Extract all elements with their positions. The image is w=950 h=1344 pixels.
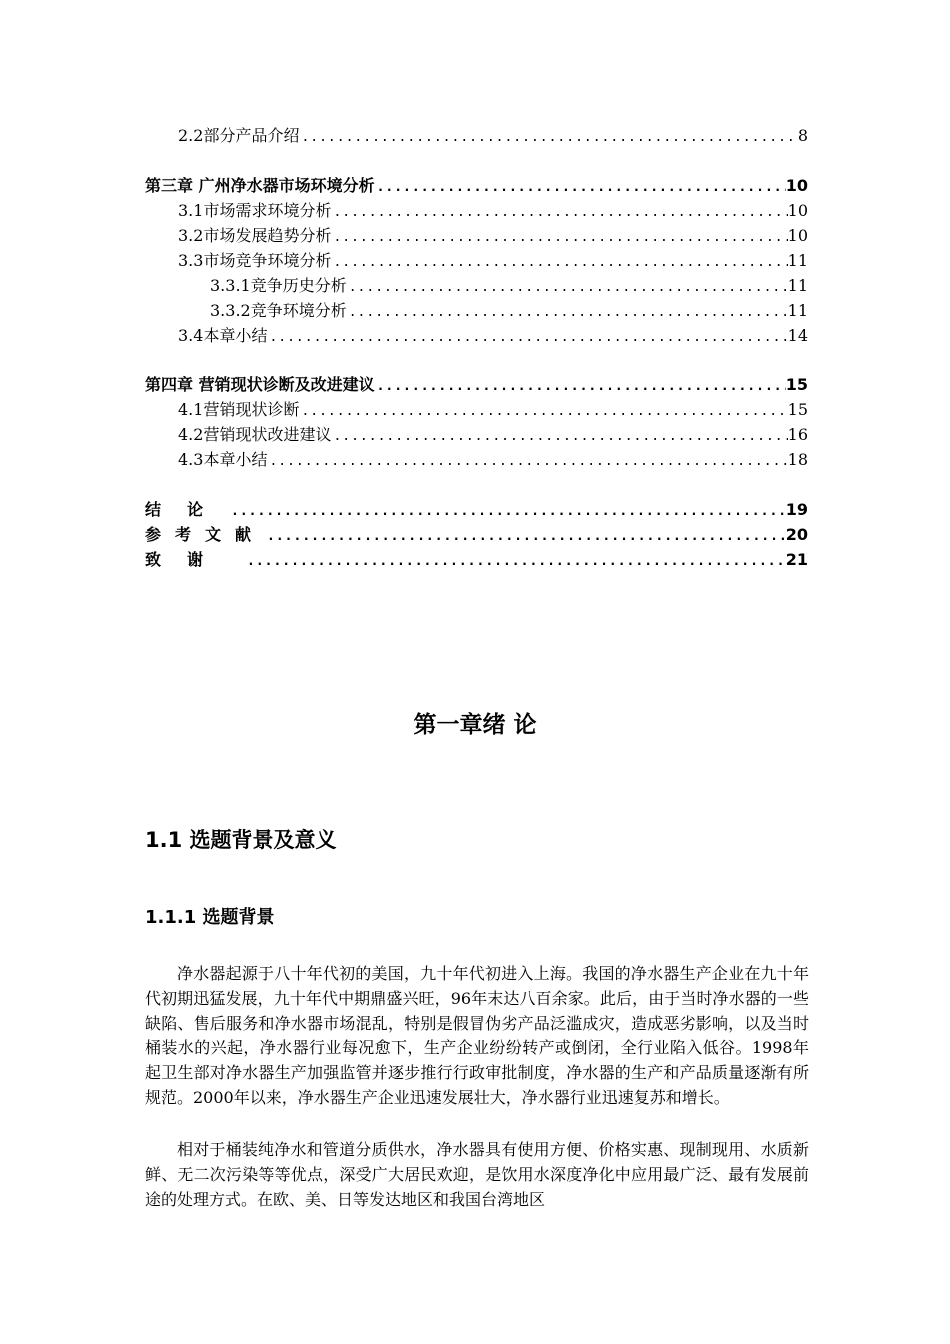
toc-entry-label: 2.2部分产品介绍	[178, 126, 300, 145]
toc-conclusion-label: 结论	[145, 500, 230, 519]
toc-entry-4-2[interactable]	[178, 423, 808, 447]
toc-chapter-3[interactable]	[145, 174, 808, 198]
toc-entry-3-2[interactable]	[178, 224, 808, 248]
toc-entry-label: 3.1市场需求环境分析	[178, 201, 332, 220]
toc-leader-dots	[265, 525, 786, 547]
body-paragraph: 相对于桶装纯净水和管道分质供水，净水器具有使用方便、价格实惠、现制现用、水质新鲜、无二次污染等等优点，深受广大居民欢迎，是饮用水深度净化中应用最广泛、最有发展前途的处理方式。在欧、美、日等发达地区和我国台湾地区	[145, 1140, 809, 1209]
toc-entry-label: 4.3本章小结	[178, 450, 268, 469]
toc-entry-4-1[interactable]	[178, 398, 808, 422]
toc-leader-dots	[245, 550, 786, 572]
toc-entry-page: 18	[787, 450, 808, 469]
toc-entry-label: 4.1营销现状诊断	[178, 400, 300, 419]
toc-chapter-label: 第三章 广州净水器市场环境分析	[145, 176, 375, 195]
toc-references-page: 20	[785, 525, 808, 544]
toc-entry-2-2[interactable]	[178, 124, 808, 148]
toc-entry-page: 10	[787, 201, 808, 220]
toc-entry-3-3-1[interactable]	[210, 274, 808, 298]
toc-leader-dots	[331, 201, 787, 223]
toc-leader-dots	[331, 251, 787, 273]
toc-entry-label: 3.2市场发展趋势分析	[178, 226, 332, 245]
toc-leader-dots	[299, 126, 797, 148]
toc-leader-dots	[299, 400, 787, 422]
toc-entry-page: 11	[787, 276, 808, 295]
toc-leader-dots	[347, 301, 788, 323]
toc-entry-page: 10	[787, 226, 808, 245]
body-paragraph: 净水器起源于八十年代初的美国，九十年代初进入上海。我国的净水器生产企业在九十年代初期迅猛发展，九十年代中期鼎盛兴旺，96年末达八百余家。此后，由于当时净水器的一些缺陷、售后服务和净水器市场混乱，特别是假冒伪劣产品泛滥成灾，造成恶劣影响，以及当时桶装水的兴起，净水器行业每况愈下，生产企业纷纷转产或倒闭，全行业陷入低谷。1998年起卫生部对净水器生产加强监管并逐步推行行政审批制度，净水器的生产和产品质量逐渐有所规范。2000年以来，净水器生产企业迅速发展壮大，净水器行业迅速复苏和增长。	[145, 964, 809, 1107]
subsection-title: 1.1.1 选题背景	[145, 907, 275, 928]
toc-leader-dots	[331, 425, 787, 447]
toc-leader-dots	[347, 276, 788, 298]
toc-entry-label: 3.3.2竞争环境分析	[210, 301, 347, 320]
toc-thanks-page: 21	[785, 550, 808, 569]
toc-entry-3-3[interactable]	[178, 249, 808, 273]
chapter-title: 第一章绪 论	[413, 712, 537, 738]
toc-leader-dots	[331, 226, 787, 248]
toc-entry-label: 3.4本章小结	[178, 326, 268, 345]
toc-entry-4-3[interactable]	[178, 448, 808, 472]
toc-entry-page: 14	[787, 326, 808, 345]
toc-entry-page: 11	[787, 251, 808, 270]
toc-leader-dots	[229, 500, 786, 522]
toc-entry-3-1[interactable]	[178, 199, 808, 223]
toc-chapter-page: 10	[785, 176, 808, 195]
toc-thanks[interactable]	[145, 548, 808, 572]
toc-chapter-4[interactable]	[145, 373, 808, 397]
toc-entry-page: 11	[787, 301, 808, 320]
toc-entry-page: 15	[787, 400, 808, 419]
toc-references[interactable]	[145, 523, 808, 547]
section-title: 1.1 选题背景及意义	[145, 828, 337, 852]
toc-chapter-page: 15	[785, 375, 808, 394]
toc-entry-page: 16	[787, 425, 808, 444]
toc-entry-label: 3.3.1竞争历史分析	[210, 276, 347, 295]
toc-conclusion[interactable]	[145, 498, 808, 522]
toc-entry-3-3-2[interactable]	[210, 299, 808, 323]
toc-leader-dots	[375, 176, 786, 198]
toc-leader-dots	[267, 450, 787, 472]
toc-leader-dots	[375, 375, 786, 397]
toc-entry-page: 8	[797, 126, 808, 145]
toc-leader-dots	[267, 326, 787, 348]
toc-entry-3-4[interactable]	[178, 324, 808, 348]
toc-references-label: 参考文献	[145, 525, 266, 544]
toc-conclusion-page: 19	[785, 500, 808, 519]
toc-entry-label: 3.3市场竞争环境分析	[178, 251, 332, 270]
toc-thanks-label: 致谢	[145, 550, 230, 569]
toc-chapter-label: 第四章 营销现状诊断及改进建议	[145, 375, 375, 394]
toc-entry-label: 4.2营销现状改进建议	[178, 425, 332, 444]
